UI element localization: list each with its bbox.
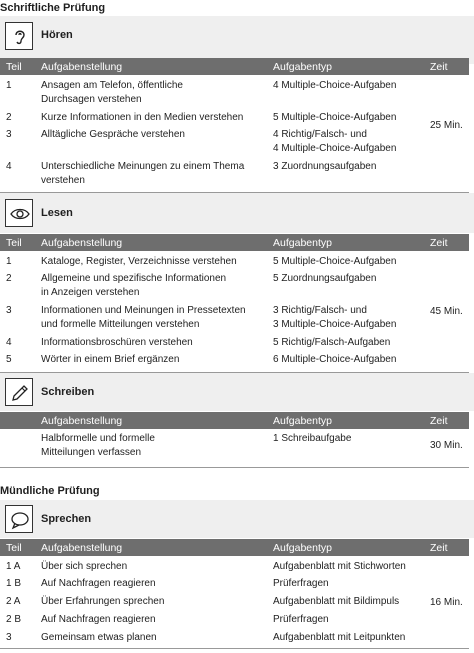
col-typ: Aufgabentyp xyxy=(273,542,332,554)
row-teil: 4 xyxy=(6,337,12,348)
row-typ: 5 Multiple-Choice-Aufgaben xyxy=(273,256,397,267)
row-typ: 5 Zuordnungsaufgaben xyxy=(273,273,377,284)
speech-bubble-icon xyxy=(5,505,33,533)
row-teil: 2 A xyxy=(6,596,21,607)
row-teil: 2 xyxy=(6,273,12,284)
col-teil: Teil xyxy=(6,61,22,73)
row-typ: Prüferfragen xyxy=(273,578,329,589)
time-value: 30 Min. xyxy=(430,440,463,451)
row-typ: Aufgabenblatt mit Bildimpuls xyxy=(273,596,400,607)
section-title: Lesen xyxy=(41,207,73,219)
col-teil: Teil xyxy=(6,542,22,554)
row-aufgabe: Auf Nachfragen reagieren xyxy=(41,578,156,589)
time-value: 25 Min. xyxy=(430,120,463,131)
row-teil: 3 xyxy=(6,632,12,643)
row-typ: 6 Multiple-Choice-Aufgaben xyxy=(273,354,397,365)
section-sprechen xyxy=(0,500,474,538)
row-typ: 3 Richtig/Falsch- und 3 Multiple-Choice-Aufgaben xyxy=(273,305,397,330)
row-aufgabe: Alltägliche Gespräche verstehen xyxy=(41,129,185,140)
row-typ: Aufgabenblatt mit Stichworten xyxy=(273,561,406,572)
section-schreiben xyxy=(0,373,474,411)
pencil-icon xyxy=(5,378,33,406)
col-typ: Aufgabentyp xyxy=(273,61,332,73)
row-typ: 5 Richtig/Falsch-Aufgaben xyxy=(273,337,391,348)
row-aufgabe: Allgemeine und spezifische Informationen in Anzeigen verstehen xyxy=(41,273,227,298)
written-exam-title: Schriftliche Prüfung xyxy=(0,2,106,14)
row-aufgabe: Kurze Informationen in den Medien verstehen xyxy=(41,112,244,123)
section-title: Schreiben xyxy=(41,386,95,398)
row-teil: 3 xyxy=(6,305,12,316)
row-teil: 2 B xyxy=(6,614,22,625)
row-teil: 1 B xyxy=(6,578,22,589)
col-aufgabe: Aufgabenstellung xyxy=(41,237,123,249)
col-aufgabe: Aufgabenstellung xyxy=(41,415,123,427)
row-aufgabe: Über sich sprechen xyxy=(41,561,128,572)
task-description: Halbformelle und formelle Mitteilungen verfassen xyxy=(41,433,155,458)
section-lesen xyxy=(0,193,474,233)
row-aufgabe: Informationen und Meinungen in Pressetexten und formelle Mitteilungen verstehen xyxy=(41,305,246,330)
section-title: Hören xyxy=(41,29,73,41)
table-header xyxy=(0,539,469,556)
col-aufgabe: Aufgabenstellung xyxy=(41,542,123,554)
col-zeit: Zeit xyxy=(430,542,448,554)
row-typ: 4 Richtig/Falsch- und 4 Multiple-Choice-Aufgaben xyxy=(273,129,397,154)
table-header xyxy=(0,412,469,429)
row-aufgabe: Gemeinsam etwas planen xyxy=(41,632,157,643)
row-teil: 1 A xyxy=(6,561,21,572)
row-aufgabe: Wörter in einem Brief ergänzen xyxy=(41,354,180,365)
row-aufgabe: Informationsbroschüren verstehen xyxy=(41,337,193,348)
row-typ: Aufgabenblatt mit Leitpunkten xyxy=(273,632,406,643)
row-aufgabe: Unterschiedliche Meinungen zu einem Thema verstehen xyxy=(41,161,245,186)
task-type: 1 Schreibaufgabe xyxy=(273,433,352,444)
row-aufgabe: Auf Nachfragen reagieren xyxy=(41,614,156,625)
row-aufgabe: Kataloge, Register, Verzeichnisse verstehen xyxy=(41,256,237,267)
row-teil: 4 xyxy=(6,161,12,172)
col-teil: Teil xyxy=(6,237,22,249)
time-value: 16 Min. xyxy=(430,597,463,608)
row-aufgabe: Über Erfahrungen sprechen xyxy=(41,596,165,607)
row-typ: 4 Multiple-Choice-Aufgaben xyxy=(273,80,397,91)
row-teil: 1 xyxy=(6,256,12,267)
ear-icon xyxy=(5,22,33,50)
table-header xyxy=(0,234,469,251)
col-aufgabe: Aufgabenstellung xyxy=(41,61,123,73)
col-zeit: Zeit xyxy=(430,237,448,249)
time-value: 45 Min. xyxy=(430,306,463,317)
oral-exam-title: Mündliche Prüfung xyxy=(0,485,100,497)
eye-icon xyxy=(5,199,33,227)
col-zeit: Zeit xyxy=(430,61,448,73)
row-teil: 1 xyxy=(6,80,12,91)
col-typ: Aufgabentyp xyxy=(273,415,332,427)
section-hoeren xyxy=(0,16,474,64)
row-teil: 5 xyxy=(6,354,12,365)
row-teil: 2 xyxy=(6,112,12,123)
table-header xyxy=(0,58,469,75)
row-typ: 3 Zuordnungsaufgaben xyxy=(273,161,377,172)
col-zeit: Zeit xyxy=(430,415,448,427)
row-aufgabe: Ansagen am Telefon, öffentliche Durchsagen verstehen xyxy=(41,80,183,105)
row-typ: Prüferfragen xyxy=(273,614,329,625)
row-teil: 3 xyxy=(6,129,12,140)
row-typ: 5 Multiple-Choice-Aufgaben xyxy=(273,112,397,123)
col-typ: Aufgabentyp xyxy=(273,237,332,249)
section-title: Sprechen xyxy=(41,513,92,525)
